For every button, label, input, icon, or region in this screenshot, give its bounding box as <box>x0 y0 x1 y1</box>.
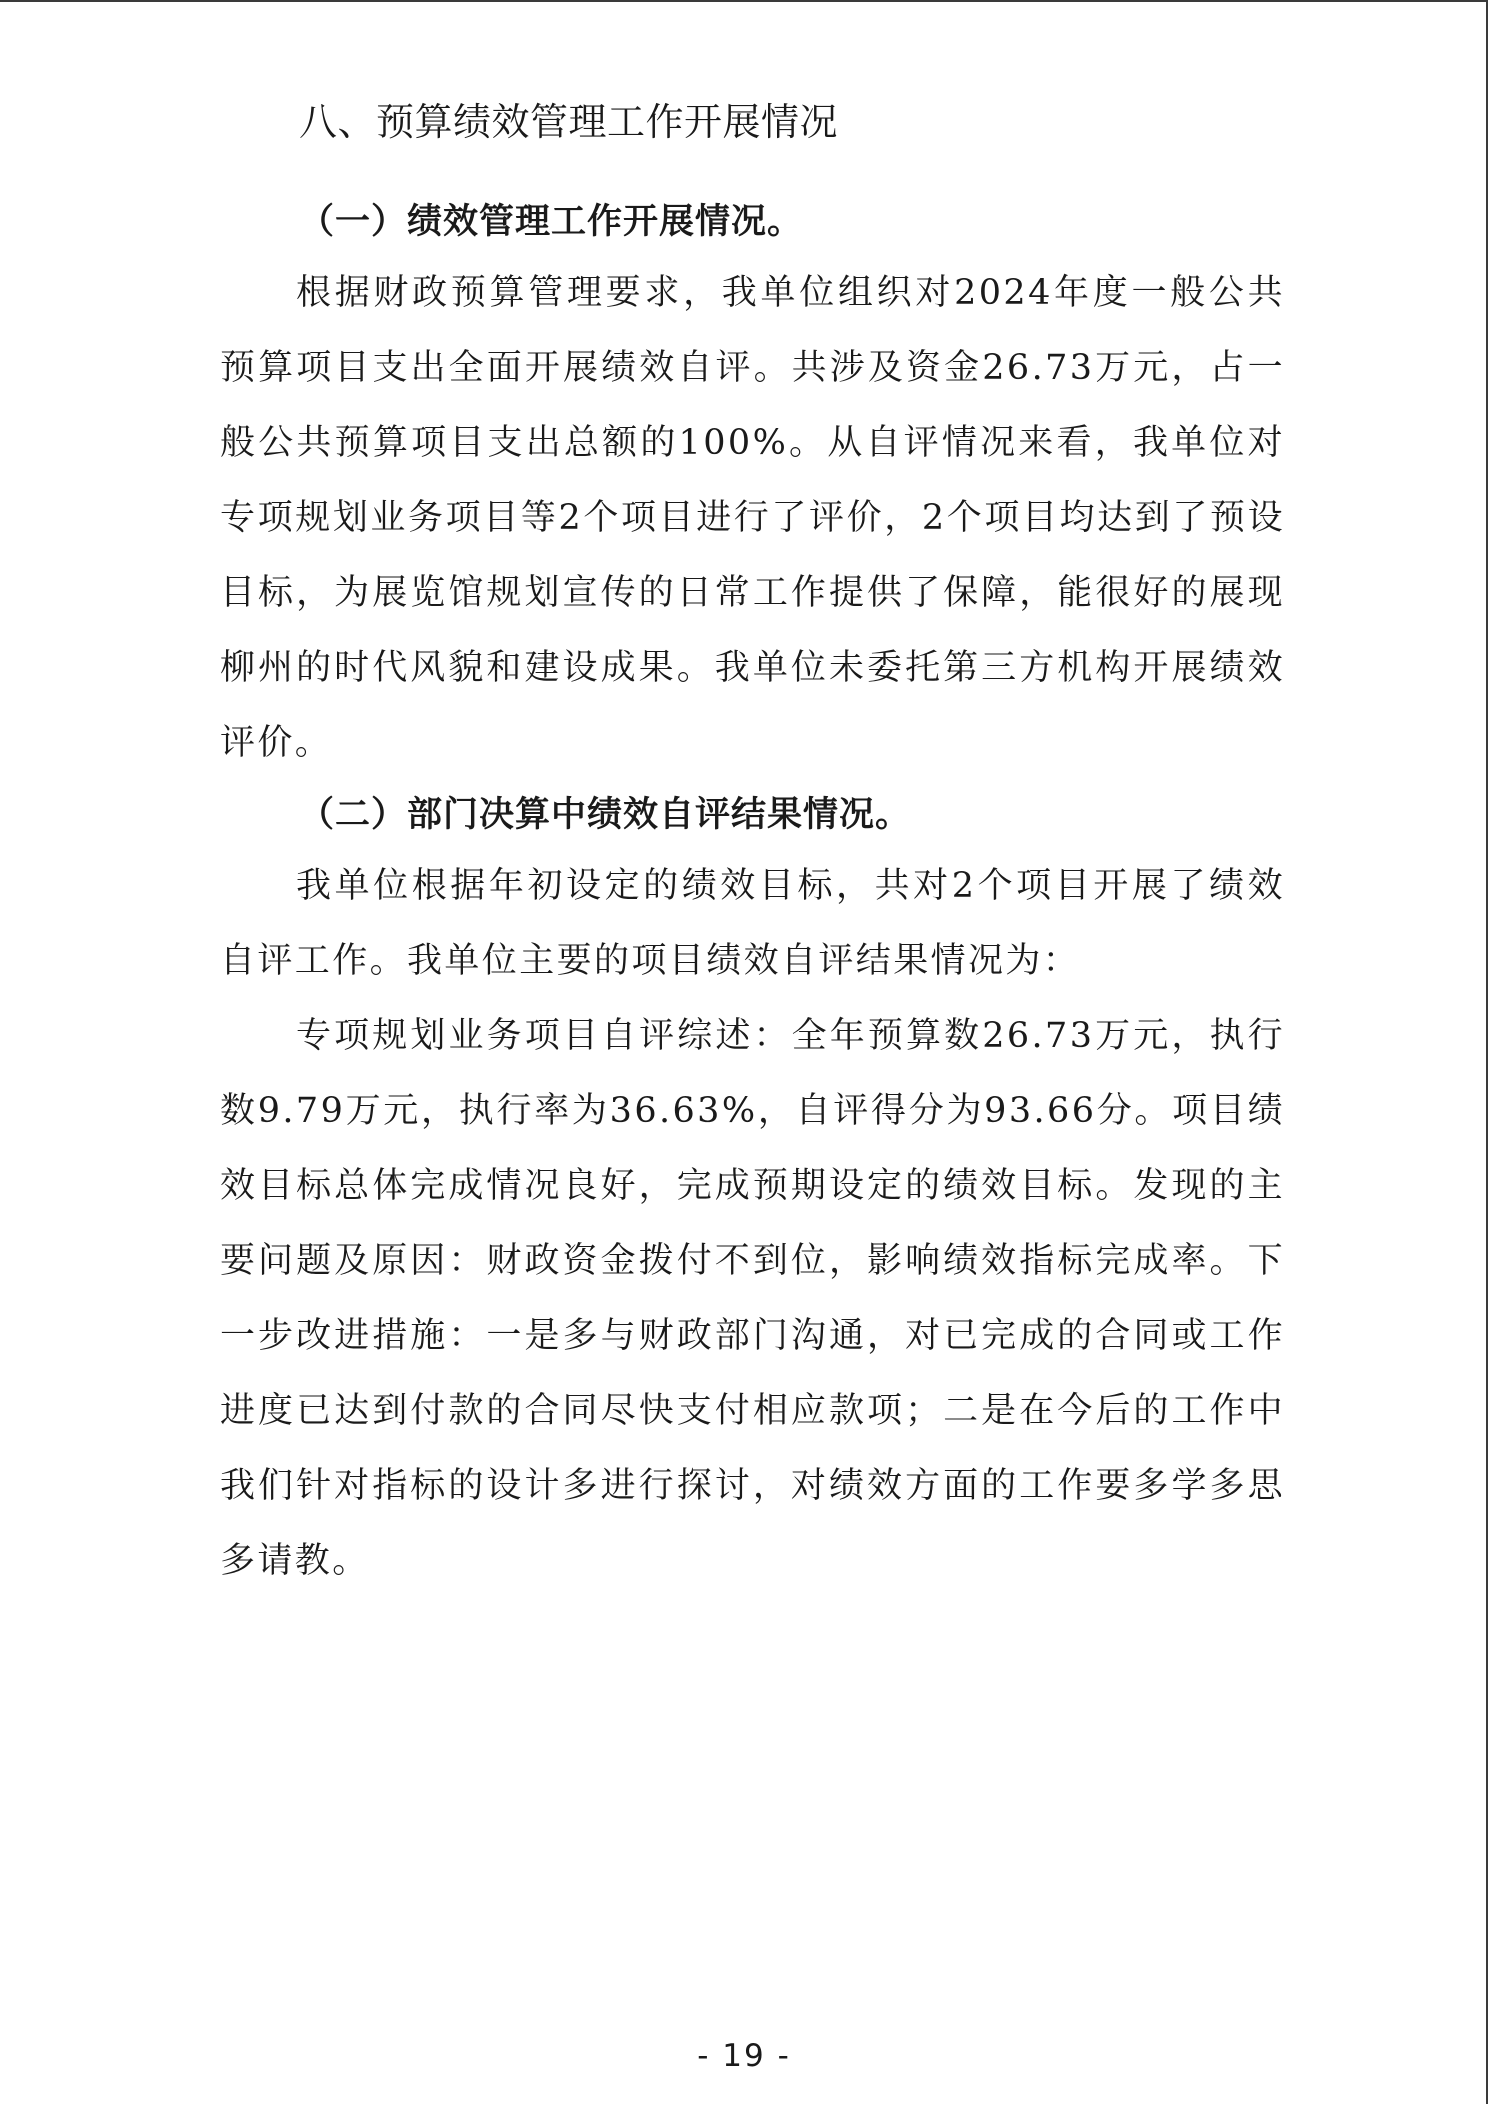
subsection-2-paragraph-1: 我单位根据年初设定的绩效目标，共对2个项目开展了绩效自评工作。我单位主要的项目绩效自评结果情况为： <box>220 866 1285 981</box>
subsection-2-title: （二）部门决算中绩效自评结果情况。 <box>299 795 912 835</box>
page-number: - 19 - <box>697 2038 791 2074</box>
section-title: 八、预算绩效管理工作开展情况 <box>299 100 839 144</box>
subsection-2-paragraph-2: 专项规划业务项目自评综述：全年预算数26.73万元，执行数9.79万元，执行率为36.63%，自评得分为93.66分。项目绩效目标总体完成情况良好，完成预期设定的绩效目标。发现的主要问题及原因：财政资金拨付不到位，影响绩效指标完成率。下一步改进措施：一是多与财政部门沟通，对已完成的合同或工作进度已达到付款的合同尽快支付相应款项；二是在今后的工作中我们针对指标的设计多进行探讨，对绩效方面的工作要多学多思多请教。 <box>220 1016 1285 1581</box>
subsection-1-title: （一）绩效管理工作开展情况。 <box>299 202 804 242</box>
document-body <box>220 94 1285 1599</box>
subsection-1-paragraph: 根据财政预算管理要求，我单位组织对2024年度一般公共预算项目支出全面开展绩效自评。共涉及资金26.73万元，占一般公共预算项目支出总额的100%。从自评情况来看，我单位对专项规划业务项目等2个项目进行了评价，2个项目均达到了预设目标，为展览馆规划宣传的日常工作提供了保障，能很好的展现柳州的时代风貌和建设成果。我单位未委托第三方机构开展绩效评价。 <box>220 273 1285 763</box>
